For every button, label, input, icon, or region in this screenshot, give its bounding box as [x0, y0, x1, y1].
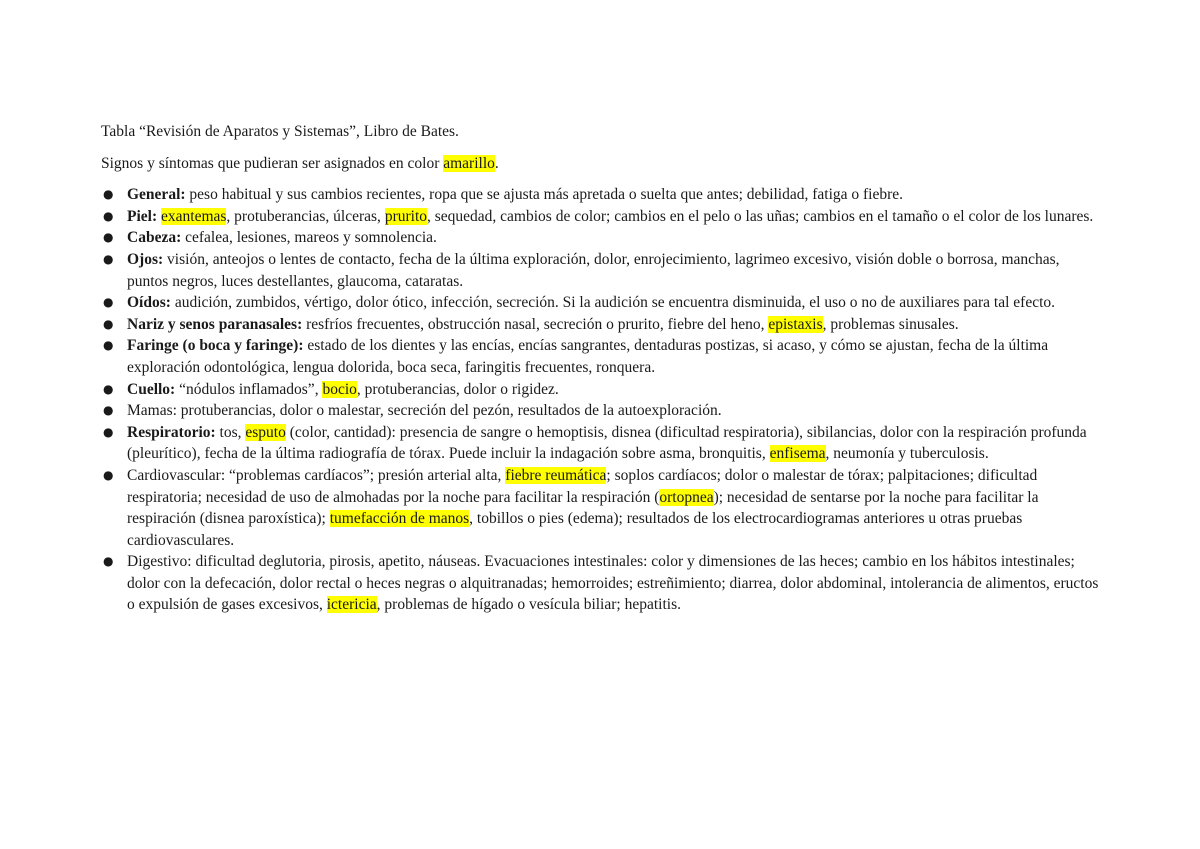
list-item	[101, 249, 1104, 292]
list-item	[101, 551, 1104, 616]
item-text: , protuberancias, dolor o rigidez.	[356, 380, 559, 398]
item-text: ; soplos cardíacos; dolor o malestar de tórax; palpitaciones; dificultad respiratoria; necesidad de uso de almohadas por la noche para facilitar la respiración (	[127, 466, 1038, 506]
bullet-icon: ●	[103, 403, 114, 418]
list-item	[101, 292, 1104, 314]
document-title: Tabla “Revisión de Aparatos y Sistemas”, Libro de Bates.	[101, 123, 459, 140]
item-text: audición, zumbidos, vértigo, dolor ótico, infección, secreción. Si la audición se encuentra disminuida, el uso o no de auxiliares para tal efecto.	[170, 294, 1056, 312]
item-text: Digestivo: dificultad deglutoria, pirosis, apetito, náuseas. Evacuaciones intestinales: color y dimensiones de las heces; cambio en los hábitos intestinales; dolor con la defecación, dolor rectal o heces negras o alquitranadas; hemorroides; estreñimiento; diarrea, dolor abdominal, intolerancia de alimentos, eructos o expulsión de gases excesivos,	[127, 553, 1099, 614]
highlighted-term: exantemas	[161, 207, 227, 225]
bullet-icon: ●	[103, 230, 114, 245]
item-text: (color, cantidad): presencia de sangre o hemoptisis, disnea (dificultad respiratoria), sibilancias, dolor con la respiración profunda (pleurítico), fecha de la última radiografía de tórax. Puede incluir la indagación sobre asma, bronquitis,	[127, 423, 1087, 463]
highlighted-term: esputo	[245, 423, 286, 441]
symptom-list	[101, 184, 1104, 616]
list-item	[101, 335, 1104, 378]
item-label: Ojos:	[127, 250, 164, 268]
item-text: ); necesidad de sentarse por la noche para facilitar la respiración (disnea paroxística);	[127, 488, 1039, 528]
intro-tail: .	[494, 154, 499, 172]
bullet-icon: ●	[103, 424, 114, 439]
item-label: Cuello:	[127, 380, 176, 398]
bullet-icon: ●	[103, 187, 114, 202]
bullet-icon: ●	[103, 554, 114, 569]
highlighted-term: prurito	[384, 207, 427, 225]
list-item	[101, 314, 1104, 336]
item-text: , protuberancias, úlceras,	[226, 207, 385, 225]
list-item	[101, 379, 1104, 401]
bullet-icon: ●	[103, 316, 114, 331]
item-text: visión, anteojos o lentes de contacto, fecha de la última exploración, dolor, enrojecimiento, lagrimeo excesivo, visión doble o borrosa, manchas, puntos negros, luces destellantes, glaucoma, cataratas.	[127, 250, 1060, 290]
bullet-icon: ●	[103, 208, 114, 223]
item-label: Piel:	[127, 207, 158, 225]
highlighted-term: bocio	[322, 380, 357, 398]
item-label: Cabeza:	[127, 229, 182, 247]
item-text: Cardiovascular: “problemas cardíacos”; presión arterial alta,	[127, 466, 506, 484]
item-text: estado de los dientes y las encías, encías sangrantes, dentaduras postizas, si acaso, y cómo se ajustan, fecha de la última exploración odontológica, lengua dolorida, boca seca, faringitis frecuentes, ronquera.	[127, 337, 1049, 376]
list-item	[101, 227, 1104, 249]
bullet-icon: ●	[103, 338, 114, 353]
intro-text: Signos y síntomas que pudieran ser asignados en color	[101, 154, 444, 172]
item-text: tos,	[215, 423, 246, 441]
bullet-icon: ●	[103, 251, 114, 266]
item-text: , neumonía y tuberculosis.	[825, 445, 989, 463]
highlighted-term: ortopnea	[659, 488, 714, 506]
item-text: peso habitual y sus cambios recientes, ropa que se ajusta más apretada o suelta que antes; debilidad, fatiga o fiebre.	[185, 186, 904, 204]
highlighted-term: ictericia	[326, 596, 377, 614]
item-label: Faringe (o boca y faringe):	[127, 337, 304, 355]
list-item	[101, 400, 1104, 422]
item-text: , problemas de hígado o vesícula biliar; hepatitis.	[376, 596, 681, 614]
list-item	[101, 422, 1104, 465]
item-text: resfríos frecuentes, obstrucción nasal, secreción o prurito, fiebre del heno,	[302, 315, 769, 333]
item-label: Nariz y senos paranasales:	[127, 315, 303, 333]
item-text: , problemas sinusales.	[822, 315, 959, 333]
item-text: Mamas: protuberancias, dolor o malestar, secreción del pezón, resultados de la autoexploración.	[127, 402, 722, 420]
intro-line	[101, 153, 1104, 175]
intro-highlight: amarillo	[443, 154, 495, 172]
item-label: General:	[127, 186, 186, 204]
highlighted-term: enfisema	[769, 445, 826, 463]
list-item	[101, 206, 1104, 228]
bullet-icon: ●	[103, 381, 114, 396]
list-item	[101, 465, 1104, 551]
list-item	[101, 184, 1104, 206]
item-text: , tobillos o pies (edema); resultados de los electrocardiogramas anteriores u otras pruebas cardiovasculares.	[127, 510, 1023, 549]
highlighted-term: epistaxis	[768, 315, 823, 333]
item-label: Oídos:	[127, 294, 171, 312]
bullet-icon: ●	[103, 295, 114, 310]
item-text: cefalea, lesiones, mareos y somnolencia.	[181, 229, 437, 247]
item-text: “nódulos inflamados”,	[175, 380, 323, 398]
item-label: Respiratorio:	[127, 423, 216, 441]
item-text: , sequedad, cambios de color; cambios en el pelo o las uñas; cambios en el tamaño o el color de los lunares.	[427, 207, 1094, 225]
highlighted-term: fiebre reumática	[505, 466, 607, 484]
bullet-icon: ●	[103, 467, 114, 482]
highlighted-term: tumefacción de manos	[329, 510, 470, 528]
